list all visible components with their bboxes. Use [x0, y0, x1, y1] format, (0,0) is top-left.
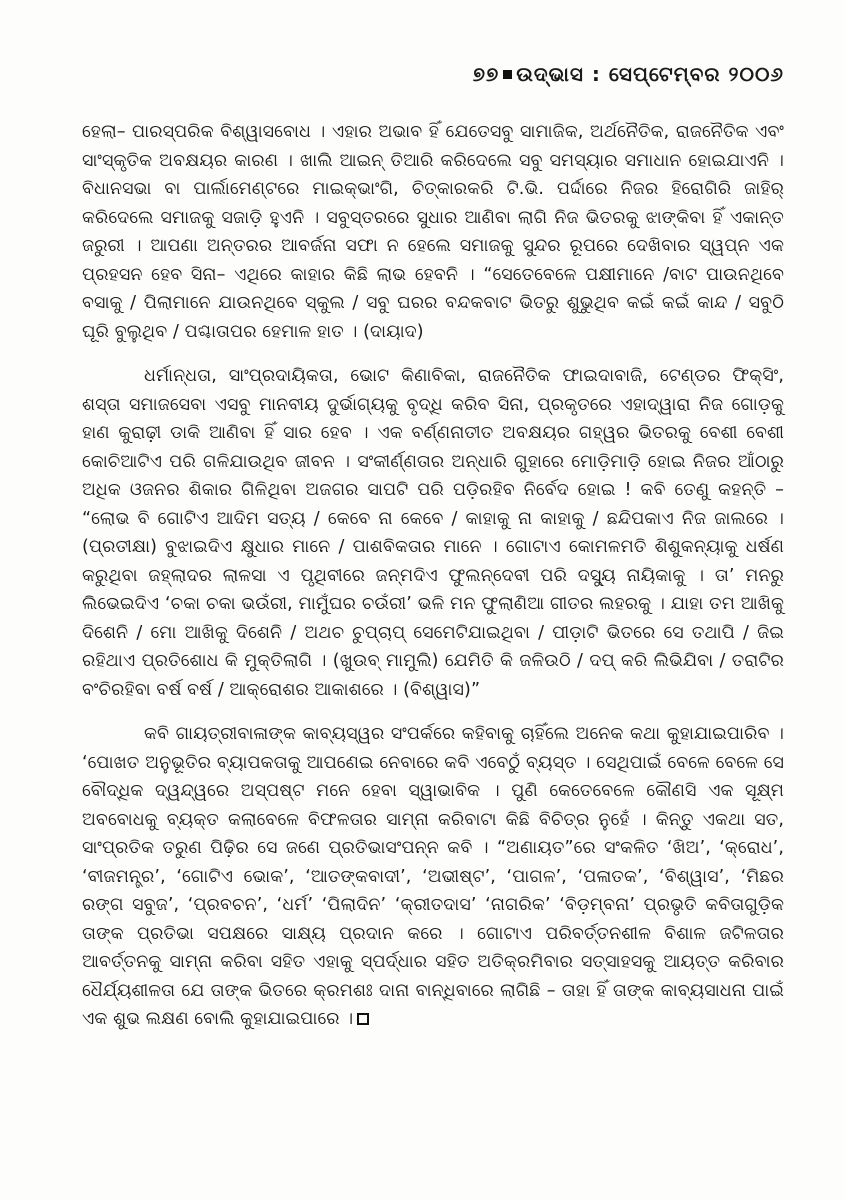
paragraph-3-text: କବି ଗାୟତ୍ରୀବାଳାଙ୍କ କାବ୍ୟସ୍ୱର ସଂପର୍କରେ କହିବାକୁ ଚାହିଁଲେ ଅନେକ କଥା କୁହାଯାଇପାରିବ । ‘ପୋଖତ ଅନୁଭୂତିର ବ୍ୟାପକତାକୁ ଆପଣେଇ ନେବାରେ କବି ଏବେଠୁଁ ବ୍ୟସ୍ତ । ସେଥିପାଇଁ ବେଳେ ବେଳେ ସେ ବୌଦ୍ଧିକ ଦ୍ୱନ୍ଦ୍ୱରେ ଅସ୍ପଷ୍ଟ ମନେ ହେବା ସ୍ୱାଭାବିକ । ପୁଣି କେତେବେଳେ କୌଣସି ଏକ ସୂକ୍ଷ୍ମ ଅବବୋଧକୁ ବ୍ୟକ୍ତ କଲାବେଳେ ବିଫଳତାର ସାମ୍ନା କରିବାଟା କିଛି ବିଚିତ୍ର ନୁହେଁ । କିନ୍ତୁ ଏକଥା ସତ, ସାଂପ୍ରତିକ ତରୁଣ ପିଢ଼ିର ସେ ଜଣେ ପ୍ରତିଭାସଂପନ୍ନ କବି । “ଅଣାୟତ”ରେ ସଂକଳିତ ‘ଖିଅ’, ‘କ୍ରୋଧ’, ‘ବୀଜମନ୍ତ୍ର’, ‘ଗୋଟିଏ ଭୋକ’, ‘ଆତଙ୍କବାଦୀ’, ‘ଅଭୀଷ୍ଟ’, ‘ପାଗଳ’, ‘ପଳାତକ’, ‘ବିଶ୍ୱାସ’, ‘ମିଛର ରଙ୍ଗ ସବୁଜ’, ‘ପ୍ରବଚନ’, ‘ଧର୍ମ’ ‘ପିଲାଦିନ’ ‘କ୍ରୀତଦାସ’ ‘ନାଗରିକ’ ‘ବିଡ଼ମ୍ବନା’ ପ୍ରଭୃତି କବିତାଗୁଡ଼ିକ ତାଙ୍କ ପ୍ରତିଭା ସପକ୍ଷରେ ସାକ୍ଷ୍ୟ ପ୍ରଦାନ କରେ । ଗୋଟାଏ ପରିବର୍ତ୍ତନଶୀଳ ବିଶାଳ ଜଟିଳତାର ଆବର୍ତ୍ତନକୁ ସାମ୍ନା କରିବା ସହିତ ଏହାକୁ ସ୍ପର୍ଦ୍ଧାର ସହିତ ଅତିକ୍ରମିବାର ସତ୍‌ସାହସକୁ ଆୟତ୍ତ କରିବାର ଧୈର୍ଯ୍ୟଶୀଳତା ଯେ ତାଙ୍କ ଭିତରେ କ୍ରମଶଃ ଦାନା ବାନ୍ଧିବାରେ ଲାଗିଛି – ତାହା ହିଁ ତାଙ୍କ କାବ୍ୟସାଧନା ପାଇଁ ଏକ ଶୁଭ ଲକ୍ଷଣ ବୋଲି କୁହାଯାଇପାରେ ।: [82, 724, 784, 1029]
page-header: [473, 62, 784, 86]
end-of-article-icon: [357, 1013, 369, 1025]
paragraph-1: ହେଲା– ପାରସ୍ପରିକ ବିଶ୍ୱାସବୋଧ । ଏହାର ଅଭାବ ହିଁ ଯେତେସବୁ ସାମାଜିକ, ଅର୍ଥନୈତିକ, ରାଜନୈତିକ ଏବଂ ସାଂସ୍କୃତିକ ଅବକ୍ଷୟର କାରଣ । ଖାଲି ଆଇନ୍ ତିଆରି କରିଦେଲେ ସବୁ ସମସ୍ୟାର ସମାଧାନ ହୋଇଯାଏନି । ବିଧାନସଭା ବା ପାର୍ଲାମେଣ୍ଟରେ ମାଇକ୍‌ଭାଂଗି, ଚିତ୍କାରକରି ଟି.ଭି. ପର୍ଦ୍ଦାରେ ନିଜର ହିରୋଗିରି ଜାହିର୍ କରିଦେଲେ ସମାଜକୁ ସଜାଡ଼ି ହୁଏନି । ସବୁସ୍ତରରେ ସୁଧାର ଆଣିବା ଲାଗି ନିଜ ଭିତରକୁ ଝାଙ୍କିବା ହିଁ ଏକାନ୍ତ ଜରୁରୀ । ଆପଣା ଅନ୍ତରର ଆବର୍ଜନା ସଫା ନ ହେଲେ ସମାଜକୁ ସୁନ୍ଦର ରୂପରେ ଦେଖିବାର ସ୍ୱପ୍ନ ଏକ ପ୍ରହସନ ହେବ ସିନା– ଏଥିରେ କାହାର କିଛି ଲାଭ ହେବନି । “ସେତେବେଳେ ପକ୍ଷୀମାନେ /ବାଟ ପାଉନଥିବେ ବସାକୁ / ପିଲାମାନେ ଯାଉନଥିବେ ସ୍କୁଲ / ସବୁ ଘରର ବନ୍ଦକବାଟ ଭିତରୁ ଶୁଭୁଥିବ କଇଁ କଇଁ କାନ୍ଦ / ସବୁଠି ଘୂରି ବୁଲୁଥିବ / ପଶ୍ଚାତାପର ହେମାଳ ହାତ । (ଦାୟାଦ): [82, 122, 784, 342]
page-number: ୭୭: [472, 62, 500, 86]
magazine-issue: ଉଦ୍‌ଭାସ : ସେପ୍ଟେମ୍ବର ୨୦୦୬: [516, 62, 784, 86]
paragraph-2: ଧର୍ମାନ୍ଧତା, ସାଂପ୍ରଦାୟିକତା, ଭୋଟ କିଣାବିକା, ରାଜନୈତିକ ଫାଇଦାବାଜି, ଟେଣ୍ଡର ଫିକ୍‌ସିଂ, ଶସ୍ତା ସମାଜସେବା ଏସବୁ ମାନବୀୟ ଦୁର୍ଭାଗ୍ୟକୁ ବୃଦ୍ଧି କରିବ ସିନା, ପ୍ରକୃତରେ ଏହାଦ୍ୱାରା ନିଜ ଗୋଡ଼କୁ ହାଣ କୁରାଢ଼ୀ ଡାକି ଆଣିବା ହିଁ ସାର ହେବ । ଏକ ବର୍ଣ୍ଣନାତୀତ ଅବକ୍ଷୟର ଗହ୍ୱର ଭିତରକୁ ବେଶୀ ବେଶୀ କୋଚିଆଟିଏ ପରି ଗଳିଯାଉଥିବ ଜୀବନ । ସଂକୀର୍ଣ୍ଣତାର ଅନ୍ଧାରି ଗୁହାରେ ମୋଡ଼ିମାଡ଼ି ହୋଇ ନିଜର ଆଁଠାରୁ ଅଧିକ ଓଜନର ଶିକାର ଗିଳିଥିବା ଅଜଗର ସାପଟି ପରି ପଡ଼ିରହିବ ନିର୍ବେଦ ହୋଇ ! କବି ତେଣୁ କହନ୍ତି – “ଲୋଭ ବି ଗୋଟିଏ ଆଦିମ ସତ୍ୟ / କେବେ ନା କେବେ / କାହାକୁ ନା କାହାକୁ / ଛନ୍ଦିପକାଏ ନିଜ ଜାଲରେ । (ପ୍ରତୀକ୍ଷା) ବୁଝାଇଦିଏ କ୍ଷୁଧାର ମାନେ / ପାଶବିକତାର ମାନେ । ଗୋଟାଏ କୋମଳମତି ଶିଶୁକନ୍ୟାକୁ ଧର୍ଷଣ କରୁଥିବା ଜହ୍ଲାଦର ଲାଳସା ଏ ପୃଥିବୀରେ ଜନ୍ମଦିଏ ଫୁଲନ୍‌ଦେବୀ ପରି ଦସ୍ୟୁ ନାୟିକାକୁ । ତା’ ମନରୁ ଲିଭେଇଦିଏ ‘ଚକା ଚକା ଭଉଁରୀ, ମାମୁଁଘର ଚଉଁରୀ’ ଭଳି ମନ ଫୁଲାଣିଆ ଗୀତର ଲହରକୁ । ଯାହା ତମ ଆଖିକୁ ଦିଶେନି / ମୋ ଆଖିକୁ ଦିଶେନି / ଅଥଚ ଚୁପ୍‌ଚାପ୍ ସେମେଟିଯାଇଥିବା / ପୀଡ଼ାଟି ଭିତରେ ସେ ତଥାପି / ଜିଇ ରହିଥାଏ ପ୍ରତିଶୋଧ କି ମୁକ୍ତିଲାଗି । (ଖୁଉବ୍ ମାମୁଲି) ଯେମିତି କି ଜଳିଉଠି / ଦପ୍ କରି ଲିଭିଯିବା / ତରାଟିର ବଂଚିରହିବା ବର୍ଷ ବର୍ଷ / ଆକ୍ରୋଶର ଆକାଶରେ । (ବିଶ୍ୱାସ)”: [82, 366, 784, 700]
paragraph-3: [82, 720, 784, 1034]
square-bullet-icon: [503, 70, 512, 79]
article-body: [82, 118, 784, 1034]
